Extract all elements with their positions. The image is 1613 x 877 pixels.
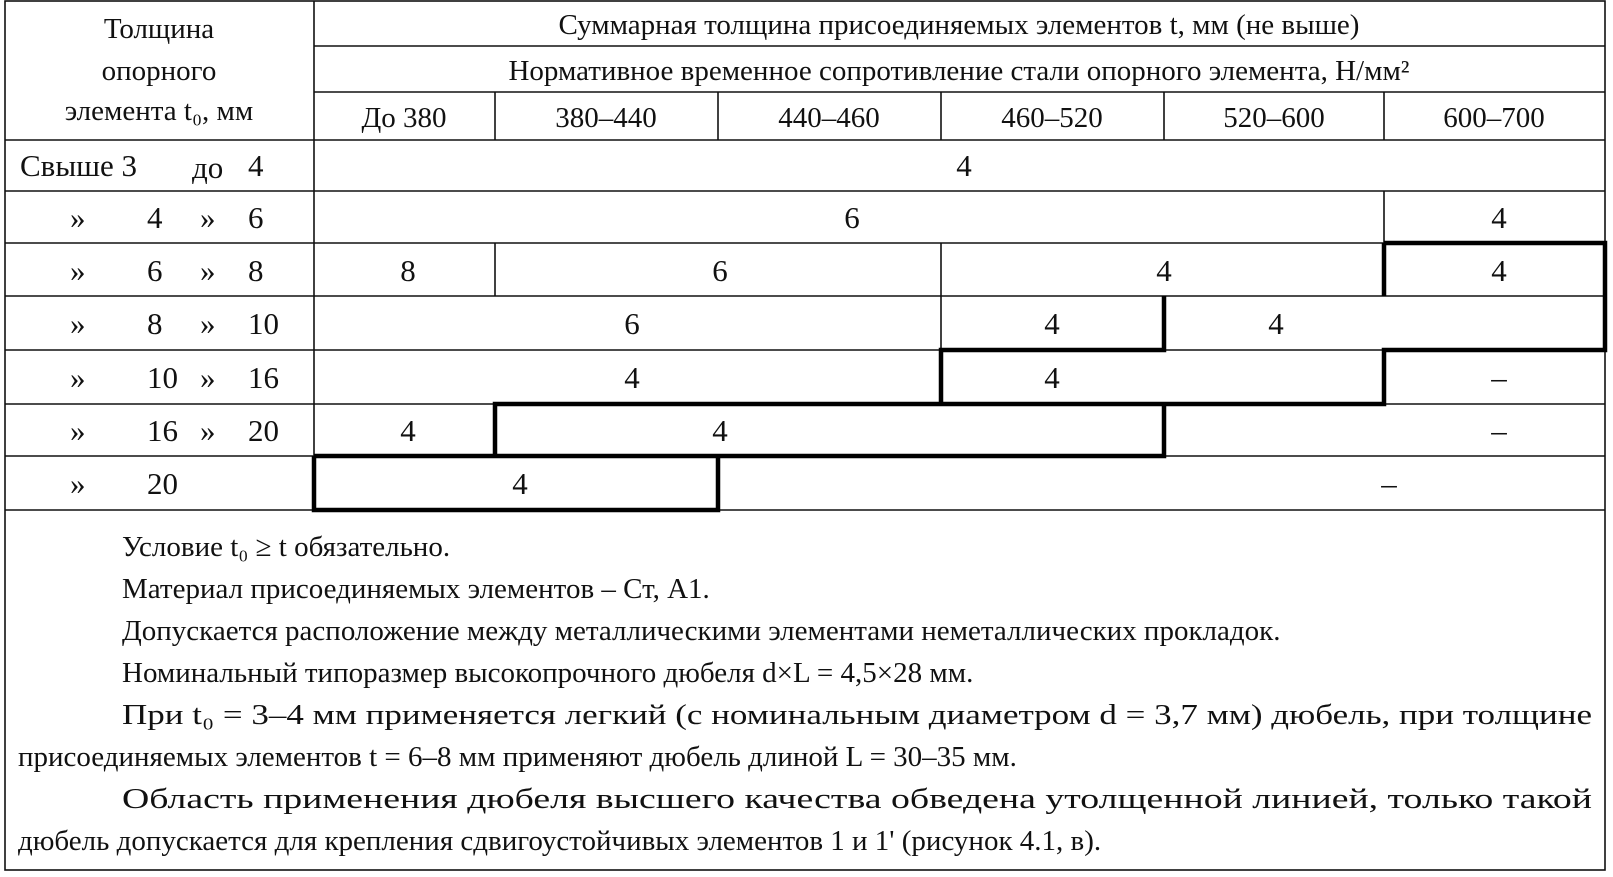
column-header: 460–520 [1001, 102, 1103, 134]
row-label-text: 6 [248, 200, 264, 235]
column-header: 380–440 [555, 102, 657, 134]
table-cell: 4 [1491, 200, 1507, 235]
row-label-text: » [70, 200, 86, 235]
row-label-text: » [70, 413, 86, 448]
row-label-text: 20 [147, 466, 178, 501]
table-cell: 4 [712, 413, 728, 448]
table-cell: 4 [956, 148, 972, 183]
table-cell: – [1381, 466, 1397, 501]
row-label-text: 8 [248, 253, 264, 288]
row-label-text: 4 [248, 148, 264, 183]
row-label-text: » [200, 306, 216, 341]
row-label-text: 10 [147, 360, 178, 395]
table-cell: 4 [1044, 360, 1060, 395]
row-label [70, 253, 264, 288]
table-cell: 4 [624, 360, 640, 395]
table-cell: 6 [844, 200, 860, 235]
row-label-text: 16 [248, 360, 279, 395]
table-cell: – [1491, 413, 1507, 448]
row-label [70, 413, 279, 448]
row-label-text: » [70, 466, 86, 501]
row-label-text: 6 [147, 253, 163, 288]
row-label-text: 20 [248, 413, 279, 448]
table-cell: 4 [1268, 306, 1284, 341]
row-label [70, 360, 279, 395]
column-header: До 380 [361, 102, 447, 134]
row-header-line-3: элемента t₀, мм [64, 95, 254, 127]
row-label-text: 16 [147, 413, 178, 448]
table-cell: 4 [1044, 306, 1060, 341]
note-line: При t₀ = 3–4 мм применяется легкий (с номинальным диаметром d = 3,7 мм) дюбель, при толщине [122, 699, 1592, 731]
table-cell: 4 [400, 413, 416, 448]
group-title: Суммарная толщина присоединяемых элементов t, мм (не выше) [558, 9, 1360, 41]
table-cell: 4 [512, 466, 528, 501]
row-label-text: 8 [147, 306, 163, 341]
row-label-text: » [200, 200, 216, 235]
table-drawing [4, 0, 1608, 873]
row-label-text: Свыше 3 [20, 148, 138, 183]
column-header: 440–460 [778, 102, 880, 134]
column-header: 520–600 [1223, 102, 1325, 134]
row-label-text: 10 [248, 306, 279, 341]
table-cell: 8 [400, 253, 416, 288]
thick-outline [314, 243, 1605, 510]
row-label [70, 200, 264, 235]
row-label [70, 466, 178, 501]
note-line: дюбель допускается для крепления сдвигоустойчивых элементов 1 и 1' (рисунок 4.1, в). [18, 825, 1102, 857]
row-label [70, 306, 279, 341]
row-label-text: » [70, 306, 86, 341]
column-header: 600–700 [1443, 102, 1545, 134]
table-cell: 6 [712, 253, 728, 288]
table-cell: – [1491, 360, 1507, 395]
note-line: Условие t₀ ≥ t обязательно. [122, 531, 451, 563]
row-label [20, 148, 264, 185]
row-label-text: » [70, 253, 86, 288]
note-line: присоединяемых элементов t = 6–8 мм применяют дюбель длиной L = 30–35 мм. [18, 741, 1017, 773]
note-line: Номинальный типоразмер высокопрочного дюбеля d×L = 4,5×28 мм. [122, 657, 974, 689]
row-label-text: 4 [147, 200, 163, 235]
row-label-text: » [200, 253, 216, 288]
row-label-text: до [192, 150, 224, 185]
table-cell: 4 [1491, 253, 1507, 288]
note-line: Область применения дюбеля высшего качества обведена утолщенной линией, только такой [122, 783, 1592, 815]
row-label-text: » [200, 360, 216, 395]
row-label-text: » [70, 360, 86, 395]
row-label-text: » [200, 413, 216, 448]
note-line: Допускается расположение между металлическими элементами неметаллических прокладок. [122, 615, 1281, 647]
document-table [4, 0, 1608, 873]
row-header-line-2: опорного [101, 55, 217, 87]
subgroup-title: Нормативное временное сопротивление стали опорного элемента, Н/мм² [508, 55, 1410, 87]
table-cell: 4 [1156, 253, 1172, 288]
table-cell: 6 [624, 306, 640, 341]
row-header-line-1: Толщина [103, 13, 215, 45]
note-line: Материал присоединяемых элементов – Ст, А1. [122, 573, 710, 605]
